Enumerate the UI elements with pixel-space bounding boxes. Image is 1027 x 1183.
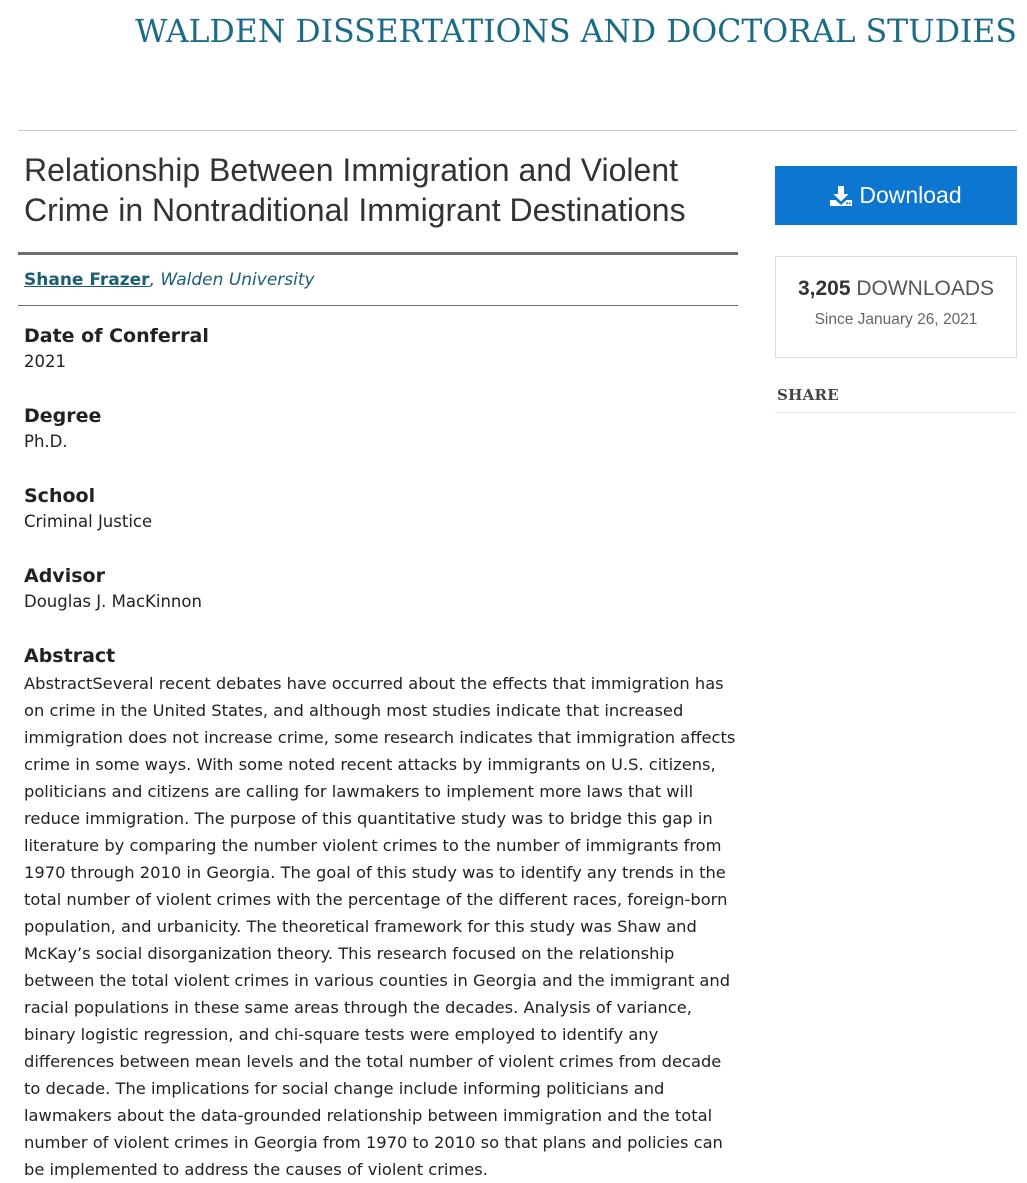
author-link[interactable]: Shane Frazer [24,270,150,290]
download-label: Download [859,182,962,208]
abstract-label: Abstract [24,645,116,667]
author-institution: Walden University [160,270,315,290]
abstract-text: AbstractSeveral recent debates have occurred about the effects that immigration has on crime in the United States, and although most studies indicate that increased immigration does not increase crime, some research indicates that immigration affects crime in some ways. With some noted recent attacks by immigrants on U.S. citizens, politicians and citizens are calling for lawmakers to implement more laws that will reduce immigration. The purpose of this quantitative study was to bridge this gap in literature by comparing the number violent crimes to the number of immigrants from 1970 through 2010 in Georgia. The goal of this study was to identify any trends in the total number of violent crimes with the percentage of the different races, foreign-born population, and urbanicity. The theoretical framework for this study was Shaw and McKay’s social disorganization theory. This research focused on the relationship between the total violent crimes in various counties in Georgia and the immigrant and racial populations in these same areas through the decades. Analysis of variance, binary logistic regression, and chi-square tests were employed to identify any differences between mean levels and the total number of violent crimes from decade to decade. The implications for social change include informing politicians and lawmakers about the data-grounded relationship between immigration and the total number of violent crimes in Georgia from 1970 to 2010 so that plans and policies can be implemented to address the causes of violent crimes. [24,674,736,1179]
downloads-word: DOWNLOADS [856,277,995,300]
share-heading: SHARE [775,386,1017,413]
downloads-count: 3,205 [797,277,851,300]
school-value: Criminal Justice [24,512,153,531]
main-content [18,150,738,1183]
sidebar [775,166,1017,433]
downloads-since: Since January 26, 2021 [814,311,978,328]
school-label: School [24,485,96,507]
author-line [18,255,738,306]
school-field [18,484,738,534]
download-button[interactable] [775,166,1017,225]
advisor-value: Douglas J. MacKinnon [24,592,202,611]
author-separator: , [149,270,161,290]
download-icon [830,186,852,206]
date-of-conferral-label: Date of Conferral [24,325,209,347]
advisor-field [18,564,738,614]
downloads-counter [775,256,1017,358]
degree-label: Degree [24,405,102,427]
downloads-count-line [776,274,1016,304]
date-of-conferral-field [18,324,738,374]
advisor-label: Advisor [24,565,105,587]
abstract-field [18,644,738,1183]
degree-field [18,404,738,454]
header-divider [18,130,1017,131]
series-title[interactable]: WALDEN DISSERTATIONS AND DOCTORAL STUDIES [135,14,1017,50]
date-of-conferral-value: 2021 [24,352,66,371]
degree-value: Ph.D. [24,432,68,451]
document-title: Relationship Between Immigration and Violent Crime in Nontraditional Immigrant Destinations [18,150,738,255]
